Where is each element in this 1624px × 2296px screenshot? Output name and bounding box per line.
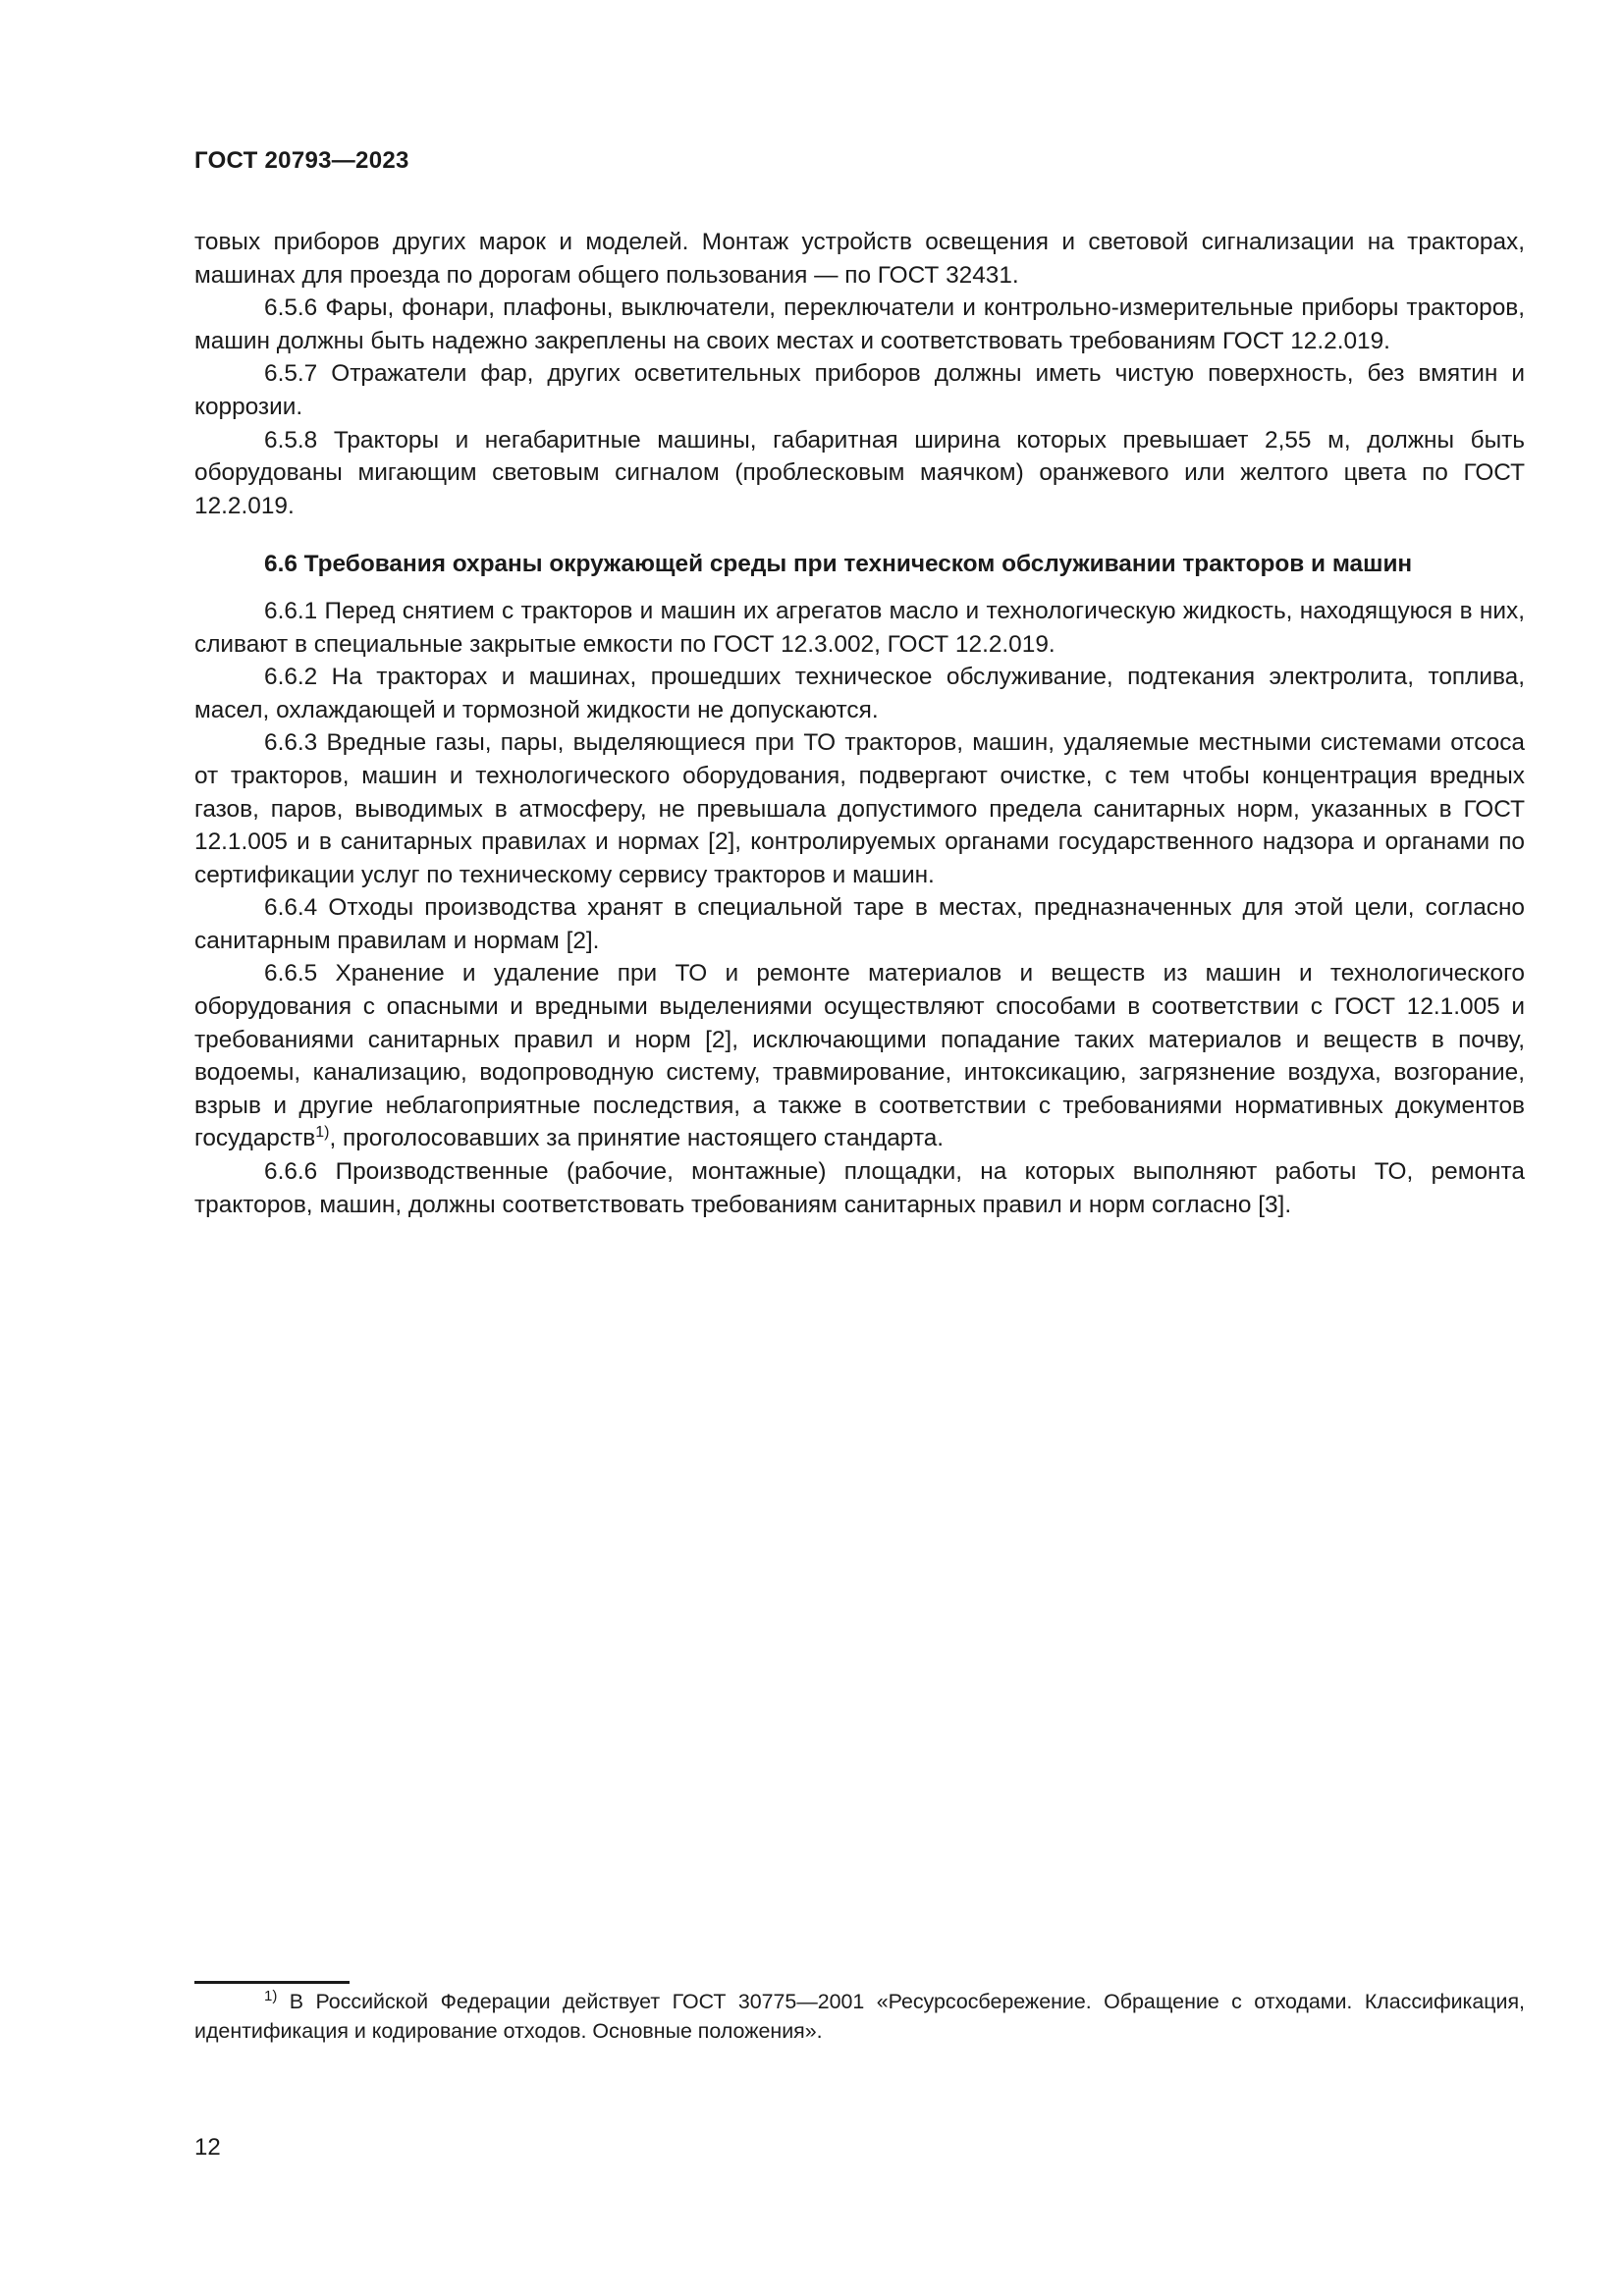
paragraph-6-6-5-text-a: 6.6.5 Хранение и удаление при ТО и ремонте материалов и веществ из машин и технологического оборудования с опасными и вредными выделениями осуществляют способами в соответствии с ГОСТ 12.1.005 и требованиями санитарных правил и норм [2], исключающими попадание таких материалов и веществ в почву, водоемы, канализацию, водопроводную систему, травмирование, интоксикацию, загрязнение воздуха, возгорание, взрыв и другие неблагоприятные последствия, а также в соответствии с требованиями нормативных документов государств	[194, 960, 1525, 1152]
document-code-header: ГОСТ 20793—2023	[194, 147, 409, 174]
paragraph-6-6-1: 6.6.1 Перед снятием с тракторов и машин их агрегатов масло и технологическую жидкость, находящуюся в них, сливают в специальные закрытые емкости по ГОСТ 12.3.002, ГОСТ 12.2.019.	[194, 597, 1525, 658]
footnote-text	[194, 1987, 1525, 2047]
paragraph-6-6-5-text-b: , проголосовавших за принятие настоящего стандарта.	[329, 1125, 945, 1152]
paragraph-6-6-3: 6.6.3 Вредные газы, пары, выделяющиеся при ТО тракторов, машин, удаляемые местными системами отсоса от тракторов, машин и технологического оборудования, подвергают очистке, с тем чтобы концентрация вредных газов, паров, выводимых в атмосферу, не превышала допустимого предела санитарных норм, указанных в ГОСТ 12.1.005 и в санитарных правилах и нормах [2], контролируемых органами государственного надзора и органами по сертификации услуг по техническому сервису тракторов и машин.	[194, 729, 1525, 888]
paragraph-6-5-6: 6.5.6 Фары, фонари, плафоны, выключатели, переключатели и контрольно-измерительные приборы тракторов, машин должны быть надежно закреплены на своих местах и соответствовать требованиям ГОСТ 12.2.019.	[194, 294, 1525, 354]
footnote-separator	[194, 1981, 350, 1984]
footnote-body: В Российской Федерации действует ГОСТ 30775—2001 «Ресурсосбережение. Обращение с отходами. Классификация, идентификация и кодирование отходов. Основные положения».	[194, 1990, 1525, 2044]
footnote	[194, 1987, 1525, 2047]
paragraph-6-6-2: 6.6.2 На тракторах и машинах, прошедших техническое обслуживание, подтекания электролита, топлива, масел, охлаждающей и тормозной жидкости не допускаются.	[194, 664, 1525, 723]
paragraph-6-6-6: 6.6.6 Производственные (рабочие, монтажные) площадки, на которых выполняют работы ТО, ремонта тракторов, машин, должны соответствовать требованиям санитарных правил и норм согласно [3].	[194, 1158, 1525, 1218]
footnote-marker: 1)	[264, 1988, 278, 2004]
paragraph-6-5-8: 6.5.8 Тракторы и негабаритные машины, габаритная ширина которых превышает 2,55 м, должны быть оборудованы мигающим световым сигналом (проблесковым маячком) оранжевого или желтого цвета по ГОСТ 12.2.019.	[194, 426, 1525, 519]
page-number: 12	[194, 2134, 221, 2161]
section-heading-6-6: 6.6 Требования охраны окружающей среды при техническом обслуживании тракторов и машин	[264, 551, 1413, 578]
paragraph-6-6-5	[194, 957, 1525, 1155]
paragraph-6-6-4: 6.6.4 Отходы производства хранят в специальной таре в местах, предназначенных для этой цели, согласно санитарным правилам и нормам [2].	[194, 894, 1525, 954]
paragraph-6-5-7: 6.5.7 Отражатели фар, других осветительных приборов должны иметь чистую поверхность, без вмятин и коррозии.	[194, 360, 1525, 420]
document-body	[194, 226, 1525, 1221]
footnote-reference-marker[interactable]: 1)	[315, 1124, 330, 1142]
paragraph-continuation: товых приборов других марок и моделей. Монтаж устройств освещения и световой сигнализации на тракторах, машинах для проезда по дорогам общего пользования — по ГОСТ 32431.	[194, 229, 1525, 289]
